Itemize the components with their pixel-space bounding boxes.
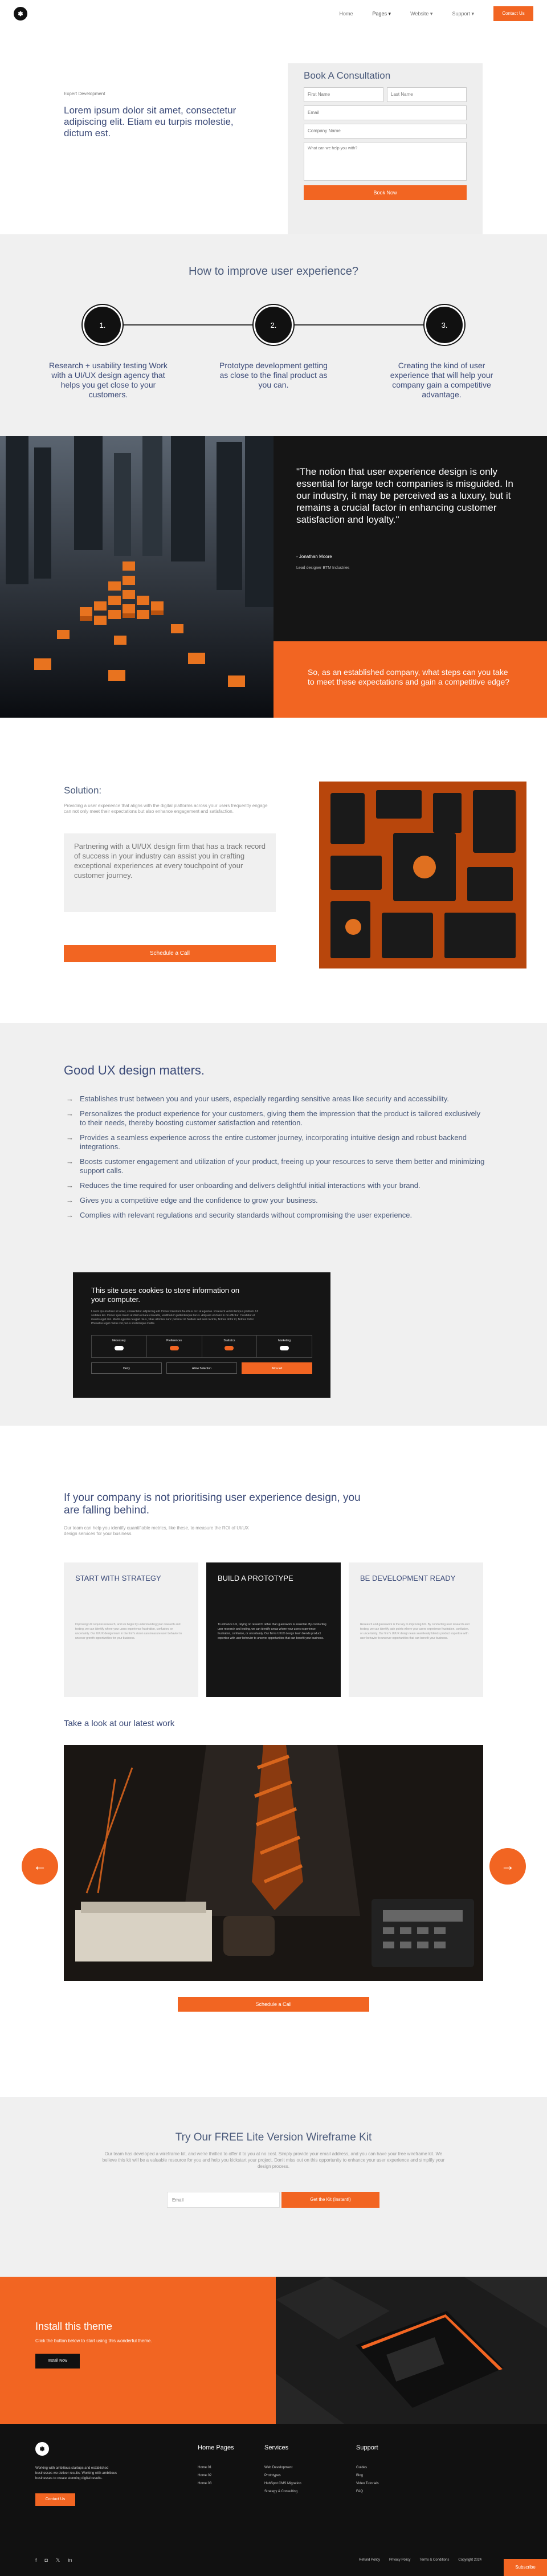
footer-col-title: Services <box>264 2444 289 2451</box>
contact-us-button[interactable]: Contact Us <box>493 6 533 21</box>
form-title: Book A Consultation <box>304 70 391 81</box>
footer-link[interactable]: Prototypes <box>264 2474 281 2477</box>
deny-button[interactable]: Deny <box>91 1362 162 1374</box>
list-item: → Gives you a competitive edge and the confidence to grow your business. <box>66 1196 318 1204</box>
card-text: Improving UX requires research, and we begin by understanding your research and testing, we can identify where your users experience frustration, confusion, or uncertainty. Our UI/UX design team in the firm's vision can measure user behavior to uncover growth opportunities for your business. <box>75 1623 182 1640</box>
falling-desc: Our team can help you identify quantifiable metrics, like these, to measure the ROI of UI/UX design services for your business. <box>64 1525 249 1536</box>
hero-tag: Expert Development <box>64 91 105 96</box>
cookie-banner <box>73 1272 330 1398</box>
latest-work-title: Take a look at our latest work <box>64 1719 175 1728</box>
facebook-icon[interactable]: f <box>35 2557 37 2563</box>
step-3-text: Creating the kind of user experience that will help your company gain a competitive advantage. <box>390 361 493 399</box>
carousel-prev-icon[interactable]: ← <box>22 1848 58 1885</box>
footer-text: Working with ambitious startups and established businesses we deliver results. Working with ambitious businesses to create stunning digital results. <box>35 2467 117 2480</box>
step-3-circle: 3. <box>424 305 464 345</box>
cookie-text: Lorem ipsum dolor sit amet, consectetur adipiscing elit. Donec interdum faucibus orci at egestas. Praesent vel mi tempus pretium. Ut sodales leo. Donec quis lorem at diam ornare convallis, vestibulum pellentesque lacus. Aliquam et dolor in mi efficitur. Curabitur et mauris eget nisl. Morbi egestas feugiat risus, vitae ultricies nunc pulvinar id. Nullam sed sem lacinia, finibus dolor id, finibus tortor. Phasellus eget metus vel purus scelerisque mattis. <box>91 1310 259 1325</box>
hero-section <box>0 27 547 234</box>
quote-section <box>0 436 547 718</box>
nav-pages[interactable]: Pages ▾ <box>372 10 391 17</box>
footer-col-services <box>264 2444 301 2498</box>
toggle-statistics[interactable]: Statistics <box>202 1336 258 1357</box>
terms-link[interactable]: Terms & Conditions <box>419 2558 450 2562</box>
step-1-circle: 1. <box>83 305 123 345</box>
footer-contact-button[interactable]: Contact Us <box>35 2493 75 2506</box>
list-item: → Provides a seamless experience across the entire customer journey, incorporating intuitive design and robust backend integrations. <box>66 1133 467 1151</box>
footer-link[interactable]: Web Development <box>264 2466 293 2469</box>
footer-link[interactable]: Home 02 <box>198 2474 212 2477</box>
install-now-button[interactable]: Install Now <box>35 2354 80 2369</box>
card-text: To enhance UX, relying on research rather than guesswork is essential. By conducting user research and testing, we can identify areas where your users experience frustration, confusion, or uncertainty. Our firm's UI/UX design team blends product expertise with user behavior to uncover opportunities that can benefit your business. <box>218 1623 326 1640</box>
footer-link[interactable]: FAQ <box>356 2490 364 2493</box>
install-panel <box>0 2277 276 2424</box>
toggle-necessary[interactable]: Necessary <box>92 1336 147 1357</box>
ux-title: Good UX design matters. <box>64 1063 205 1077</box>
wireframe-email-input[interactable]: Email <box>167 2192 280 2208</box>
book-now-button[interactable]: Book Now <box>304 185 467 200</box>
consultation-form <box>288 63 483 238</box>
card-title: BUILD A PROTOTYPE <box>218 1574 293 1582</box>
falling-title: If your company is not prioritising user experience design, you are falling behind. <box>64 1492 361 1516</box>
desk-flatlay-image <box>319 782 526 968</box>
cookie-toggles <box>91 1335 312 1358</box>
legal-links <box>359 2558 481 2562</box>
card-strategy <box>64 1562 198 1697</box>
quote-text: "The notion that user experience design is only essential for large tech companies is misguided. In our industry, it may be perceived as a luxury, but it remains a crucial factor in enhancing customer satisfaction and loyalty." <box>296 466 513 525</box>
solution-box: Partnering with a UI/UX design firm that has a track record of success in your industry can assist you in crafting exceptional experiences at every touchpoint of your customer journey. <box>64 833 276 912</box>
quote-panel <box>274 436 547 641</box>
nav-website[interactable]: Website ▾ <box>410 10 433 17</box>
list-item: → Boosts customer engagement and utilization of your product, freeing up your resources to serve them better and minimizing support calls. <box>66 1157 485 1175</box>
linkedin-icon[interactable]: in <box>68 2557 72 2563</box>
list-item: → Establishes trust between you and your users, especially regarding sensitive areas like security and accessibility. <box>66 1094 449 1103</box>
footer-link[interactable]: Home 03 <box>198 2482 212 2485</box>
step-2-circle: 2. <box>254 305 293 345</box>
ux-list <box>64 1094 485 1226</box>
get-kit-button[interactable]: Get the Kit (Instant!) <box>281 2192 379 2208</box>
nav-home[interactable]: Home <box>339 10 353 17</box>
toggle-switch[interactable] <box>170 1346 179 1350</box>
footer-link[interactable]: Guides <box>356 2466 368 2469</box>
arrow-icon: → <box>66 1133 74 1142</box>
site-footer <box>0 2424 547 2576</box>
device-image <box>276 2277 547 2424</box>
latest-work-image <box>64 1745 483 1981</box>
toggle-switch[interactable] <box>224 1346 234 1350</box>
solution-section <box>0 718 547 1023</box>
footer-link[interactable]: Strategy & Consulting <box>264 2490 298 2493</box>
city-cubes-image <box>0 436 274 718</box>
arrow-icon: → <box>66 1196 74 1204</box>
allow-selection-button[interactable]: Allow Selection <box>166 1362 237 1374</box>
hero-lead: Lorem ipsum dolor sit amet, consectetur adipiscing elit. Etiam eu turpis molestie, dictum est. <box>64 105 236 139</box>
privacy-policy-link[interactable]: Privacy Policy <box>389 2558 411 2562</box>
footer-col-home <box>198 2444 234 2490</box>
main-nav <box>340 11 474 17</box>
footer-link[interactable]: Home 01 <box>198 2466 212 2469</box>
cookie-title: This site uses cookies to store information on your computer. <box>91 1286 240 1304</box>
footer-col-title: Home Pages <box>198 2444 234 2451</box>
last-name-field[interactable]: Last Name <box>387 87 467 102</box>
quote-author: - Jonathan Moore <box>296 554 332 559</box>
copyright-text: Copyright 2024 <box>458 2558 482 2562</box>
step-1-text: Research + usability testing Work with a UI/UX design agency that helps you get close to your customers. <box>49 361 168 399</box>
arrow-icon: → <box>66 1109 74 1118</box>
card-title: BE DEVELOPMENT READY <box>360 1574 456 1582</box>
card-title: START WITH STRATEGY <box>75 1574 161 1582</box>
footer-logo-icon[interactable]: ✽ <box>35 2442 49 2456</box>
arrow-icon: → <box>66 1157 74 1166</box>
list-item: → Personalizes the product experience for your customers, giving them the impression that the product is tailored exclusively to their needs, thereby boosting customer satisfaction and retention. <box>66 1109 481 1127</box>
toggle-marketing[interactable]: Marketing <box>257 1336 312 1357</box>
card-development <box>349 1562 483 1697</box>
list-item: → Reduces the time required for user onboarding and delivers delightful initial interactions with your brand. <box>66 1181 421 1190</box>
x-icon[interactable]: 𝕏 <box>55 2557 60 2563</box>
first-name-field[interactable]: First Name <box>304 87 383 102</box>
solution-desc: Providing a user experience that aligns with the digital platforms across your users frequently engage can not only meet their expectations but also enhance engagement and satisfaction. <box>64 803 268 814</box>
quote-role: Lead designer BTM Industries <box>296 566 350 570</box>
schedule-call-button-2[interactable]: Schedule a Call <box>178 1997 369 2012</box>
ux-section <box>0 1023 547 1426</box>
message-textarea[interactable]: What can we help you with? <box>304 142 467 181</box>
toggle-switch[interactable] <box>280 1346 289 1350</box>
quote-cta-panel: So, as an established company, what steps can you take to meet these expectations and gain a competitive edge? <box>274 641 547 718</box>
steps-section <box>0 234 547 436</box>
install-title: Install this theme <box>35 2321 113 2332</box>
list-item: → Complies with relevant regulations and security standards without compromising the user experience. <box>66 1211 413 1219</box>
arrow-icon: → <box>66 1181 74 1190</box>
card-text: Research and guesswork is the key to improving UX. By conducting user research and testing, we can identify pain points where your users experience frustration, confusion, or uncertainty. Our firm's UI/UX design team seamlessly blends product expertise with user behavior to uncover opportunities that can benefit your business. <box>360 1623 470 1640</box>
allow-all-button[interactable]: Allow All <box>242 1362 312 1374</box>
footer-col-title: Support <box>356 2444 378 2451</box>
arrow-icon: → <box>66 1211 74 1219</box>
footer-col-support <box>356 2444 379 2498</box>
steps-title: How to improve user experience? <box>189 265 358 278</box>
solution-title: Solution: <box>64 785 102 796</box>
instagram-icon[interactable]: ◘ <box>44 2557 48 2563</box>
wireframe-title: Try Our FREE Lite Version Wireframe Kit <box>175 2131 372 2143</box>
toggle-switch[interactable] <box>115 1346 124 1350</box>
install-section <box>0 2277 547 2424</box>
arrow-icon: → <box>66 1094 74 1103</box>
logo-icon[interactable]: ✽ <box>14 7 27 21</box>
step-2-text: Prototype development getting as close to the final product as you can. <box>219 361 328 389</box>
carousel-next-icon[interactable]: → <box>489 1848 526 1885</box>
wireframe-kit-section <box>0 2097 547 2277</box>
footer-link[interactable]: Video Tutorials <box>356 2482 379 2485</box>
schedule-call-button[interactable]: Schedule a Call <box>64 945 276 962</box>
footer-link[interactable]: HubSpot CMS Migration <box>264 2482 301 2485</box>
nav-support[interactable]: Support ▾ <box>452 10 474 17</box>
subscribe-button[interactable]: Subscribe <box>504 2559 547 2576</box>
toggle-preferences[interactable]: Preferences <box>147 1336 202 1357</box>
site-header <box>0 0 547 27</box>
wireframe-desc: Our team has developed a wireframe kit, and we're thrilled to offer it to you at no cost. Simply provide your email address, and you can have your free wireframe kit. We believe this kit will be a valuable resource for you and help you kickstart your project. Don't miss out on this opportunity to enhance your user experience and simplify your design process. <box>102 2151 445 2169</box>
card-prototype <box>206 1562 341 1697</box>
social-links <box>35 2557 72 2563</box>
email-field[interactable]: Email <box>304 105 467 120</box>
falling-behind-section <box>0 1426 547 2097</box>
install-sub: Click the button below to start using this wonderful theme. <box>35 2338 152 2343</box>
refund-policy-link[interactable]: Refund Policy <box>359 2558 381 2562</box>
footer-link[interactable]: Blog <box>356 2474 364 2477</box>
company-field[interactable]: Company Name <box>304 124 467 139</box>
